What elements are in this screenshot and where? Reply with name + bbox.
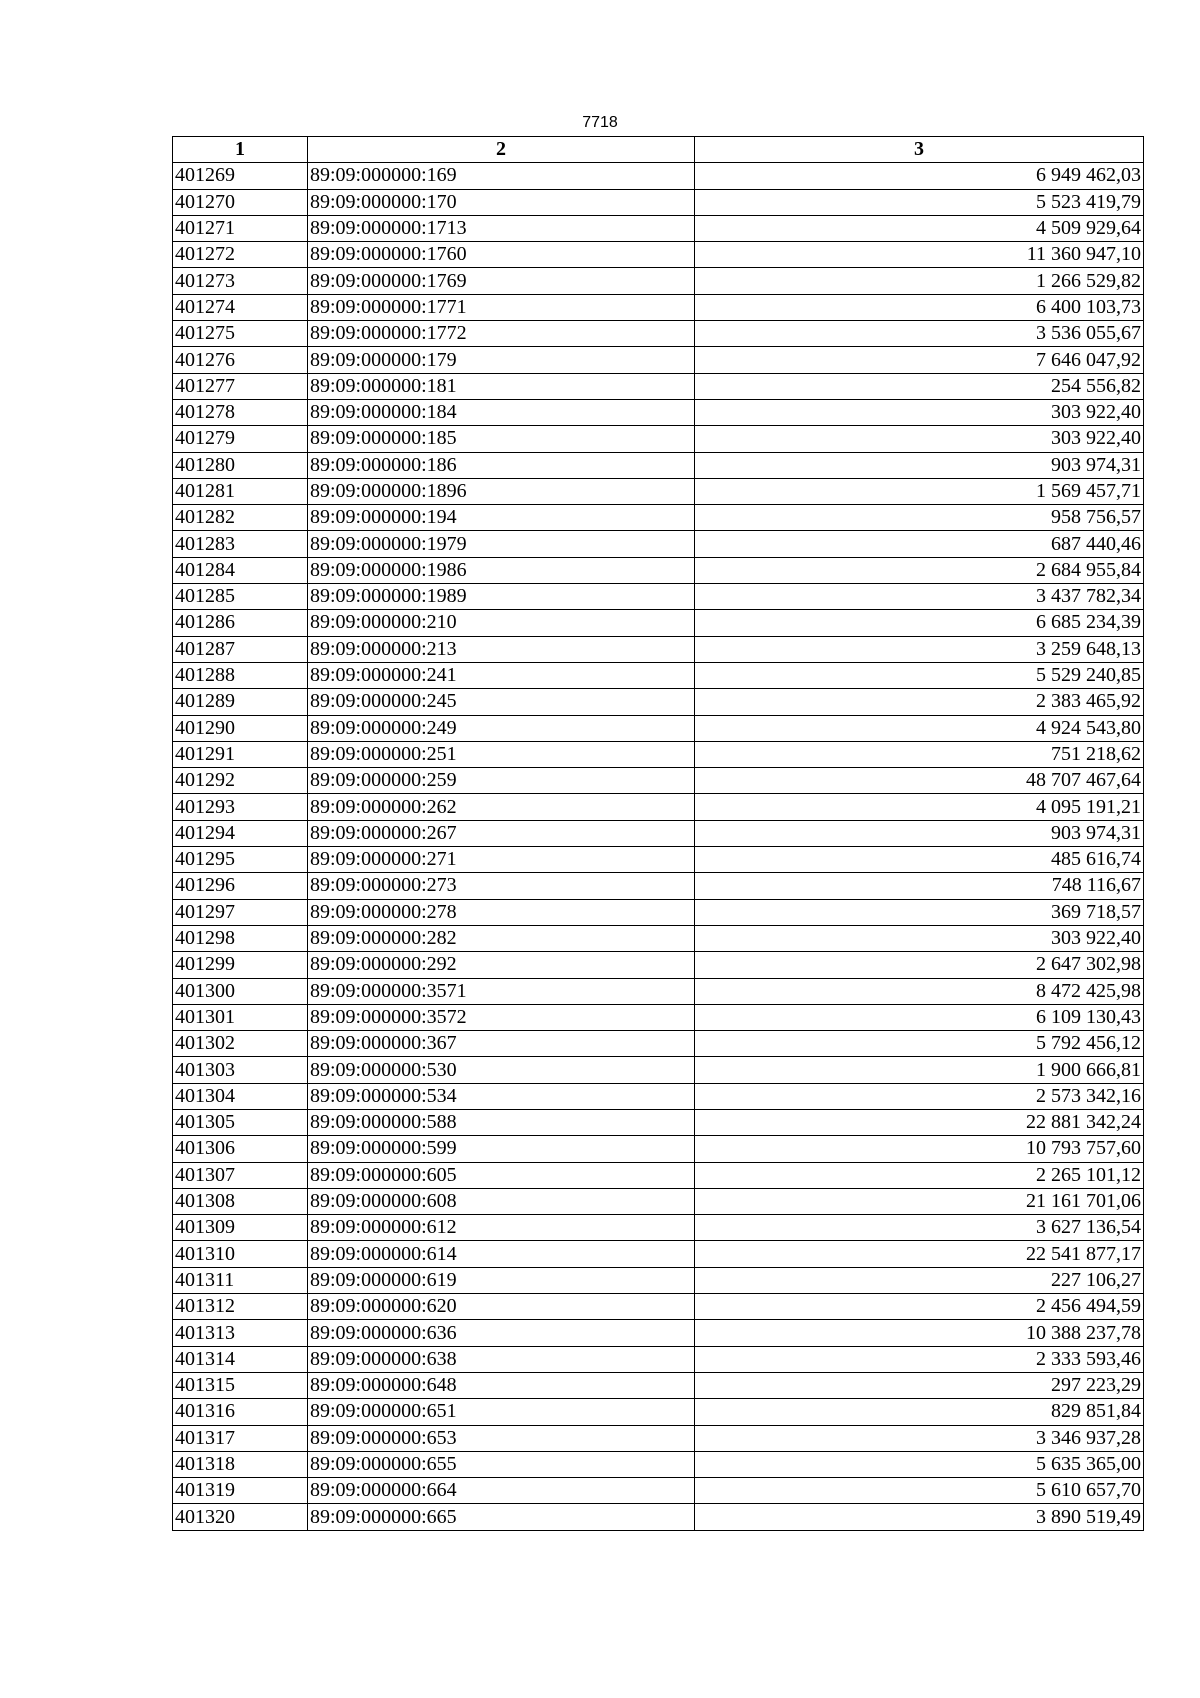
cadastral-number-cell: 89:09:000000:194	[308, 505, 695, 531]
cadastral-number-cell: 89:09:000000:292	[308, 952, 695, 978]
cadastral-number-cell: 89:09:000000:599	[308, 1136, 695, 1162]
table-row	[173, 715, 1144, 741]
cadastral-number-cell: 89:09:000000:278	[308, 899, 695, 925]
cadastral-value-cell: 48 707 467,64	[695, 768, 1144, 794]
row-number-cell: 401298	[173, 925, 308, 951]
row-number-cell: 401289	[173, 689, 308, 715]
cadastral-number-cell: 89:09:000000:1986	[308, 557, 695, 583]
cadastral-value-cell: 10 793 757,60	[695, 1136, 1144, 1162]
table-row	[173, 978, 1144, 1004]
row-number-cell: 401318	[173, 1451, 308, 1477]
cadastral-value-cell: 303 922,40	[695, 399, 1144, 425]
table-row	[173, 820, 1144, 846]
column-header-2: 2	[308, 137, 695, 163]
row-number-cell: 401299	[173, 952, 308, 978]
cadastral-number-cell: 89:09:000000:605	[308, 1162, 695, 1188]
row-number-cell: 401278	[173, 399, 308, 425]
row-number-cell: 401279	[173, 426, 308, 452]
cadastral-number-cell: 89:09:000000:259	[308, 768, 695, 794]
cadastral-value-cell: 5 792 456,12	[695, 1031, 1144, 1057]
table-body	[173, 163, 1144, 1530]
row-number-cell: 401270	[173, 189, 308, 215]
row-number-cell: 401275	[173, 321, 308, 347]
row-number-cell: 401320	[173, 1504, 308, 1530]
cadastral-value-cell: 2 456 494,59	[695, 1294, 1144, 1320]
cadastral-number-cell: 89:09:000000:1760	[308, 242, 695, 268]
row-number-cell: 401308	[173, 1188, 308, 1214]
cadastral-number-cell: 89:09:000000:1771	[308, 294, 695, 320]
cadastral-number-cell: 89:09:000000:1979	[308, 531, 695, 557]
cadastral-value-cell: 2 647 302,98	[695, 952, 1144, 978]
table-row	[173, 426, 1144, 452]
cadastral-number-cell: 89:09:000000:614	[308, 1241, 695, 1267]
cadastral-number-cell: 89:09:000000:262	[308, 794, 695, 820]
cadastral-number-cell: 89:09:000000:1713	[308, 215, 695, 241]
cadastral-number-cell: 89:09:000000:665	[308, 1504, 695, 1530]
row-number-cell: 401283	[173, 531, 308, 557]
table-row	[173, 1162, 1144, 1188]
cadastral-value-cell: 5 635 365,00	[695, 1451, 1144, 1477]
table-row	[173, 321, 1144, 347]
table-row	[173, 373, 1144, 399]
cadastral-value-cell: 903 974,31	[695, 452, 1144, 478]
cadastral-number-cell: 89:09:000000:636	[308, 1320, 695, 1346]
row-number-cell: 401310	[173, 1241, 308, 1267]
cadastral-number-cell: 89:09:000000:249	[308, 715, 695, 741]
cadastral-value-cell: 1 266 529,82	[695, 268, 1144, 294]
table-row	[173, 1451, 1144, 1477]
row-number-cell: 401271	[173, 215, 308, 241]
cadastral-value-cell: 4 924 543,80	[695, 715, 1144, 741]
column-header-3: 3	[695, 137, 1144, 163]
table-row	[173, 1504, 1144, 1530]
table-row	[173, 1346, 1144, 1372]
cadastral-number-cell: 89:09:000000:651	[308, 1399, 695, 1425]
cadastral-value-cell: 6 109 130,43	[695, 1004, 1144, 1030]
table-row	[173, 1320, 1144, 1346]
cadastral-number-cell: 89:09:000000:179	[308, 347, 695, 373]
table-header-row	[173, 137, 1144, 163]
table-row	[173, 873, 1144, 899]
cadastral-number-cell: 89:09:000000:620	[308, 1294, 695, 1320]
row-number-cell: 401296	[173, 873, 308, 899]
cadastral-value-cell: 3 346 937,28	[695, 1425, 1144, 1451]
cadastral-value-cell: 297 223,29	[695, 1372, 1144, 1398]
table-row	[173, 1241, 1144, 1267]
row-number-cell: 401314	[173, 1346, 308, 1372]
table-row	[173, 636, 1144, 662]
table-row	[173, 1478, 1144, 1504]
table-row	[173, 478, 1144, 504]
row-number-cell: 401311	[173, 1267, 308, 1293]
cadastral-value-cell: 5 523 419,79	[695, 189, 1144, 215]
cadastral-value-cell: 11 360 947,10	[695, 242, 1144, 268]
cadastral-number-cell: 89:09:000000:169	[308, 163, 695, 189]
table-row	[173, 189, 1144, 215]
table-row	[173, 399, 1144, 425]
row-number-cell: 401312	[173, 1294, 308, 1320]
cadastral-value-cell: 3 627 136,54	[695, 1215, 1144, 1241]
table-row	[173, 1267, 1144, 1293]
row-number-cell: 401297	[173, 899, 308, 925]
row-number-cell: 401272	[173, 242, 308, 268]
cadastral-number-cell: 89:09:000000:186	[308, 452, 695, 478]
cadastral-value-cell: 4 509 929,64	[695, 215, 1144, 241]
row-number-cell: 401307	[173, 1162, 308, 1188]
cadastral-number-cell: 89:09:000000:534	[308, 1083, 695, 1109]
cadastral-number-cell: 89:09:000000:530	[308, 1057, 695, 1083]
cadastral-number-cell: 89:09:000000:1896	[308, 478, 695, 504]
cadastral-value-cell: 4 095 191,21	[695, 794, 1144, 820]
row-number-cell: 401306	[173, 1136, 308, 1162]
row-number-cell: 401313	[173, 1320, 308, 1346]
table-row	[173, 1188, 1144, 1214]
cadastral-number-cell: 89:09:000000:271	[308, 847, 695, 873]
row-number-cell: 401317	[173, 1425, 308, 1451]
table-row	[173, 768, 1144, 794]
cadastral-number-cell: 89:09:000000:638	[308, 1346, 695, 1372]
cadastral-number-cell: 89:09:000000:170	[308, 189, 695, 215]
cadastral-value-cell: 2 333 593,46	[695, 1346, 1144, 1372]
row-number-cell: 401309	[173, 1215, 308, 1241]
table-row	[173, 952, 1144, 978]
table-row	[173, 347, 1144, 373]
table-row	[173, 610, 1144, 636]
cadastral-value-cell: 3 437 782,34	[695, 584, 1144, 610]
cadastral-value-cell: 8 472 425,98	[695, 978, 1144, 1004]
cadastral-value-cell: 22 541 877,17	[695, 1241, 1144, 1267]
cadastral-number-cell: 89:09:000000:619	[308, 1267, 695, 1293]
table-row	[173, 1057, 1144, 1083]
table-row	[173, 452, 1144, 478]
table-row	[173, 899, 1144, 925]
cadastral-value-cell: 751 218,62	[695, 741, 1144, 767]
row-number-cell: 401300	[173, 978, 308, 1004]
cadastral-value-cell: 2 383 465,92	[695, 689, 1144, 715]
row-number-cell: 401288	[173, 662, 308, 688]
cadastral-value-cell: 254 556,82	[695, 373, 1144, 399]
cadastral-value-cell: 958 756,57	[695, 505, 1144, 531]
cadastral-value-cell: 6 685 234,39	[695, 610, 1144, 636]
row-number-cell: 401316	[173, 1399, 308, 1425]
row-number-cell: 401293	[173, 794, 308, 820]
page-number: 7718	[582, 114, 618, 131]
cadastral-number-cell: 89:09:000000:245	[308, 689, 695, 715]
cadastral-value-cell: 903 974,31	[695, 820, 1144, 846]
cadastral-value-cell: 2 573 342,16	[695, 1083, 1144, 1109]
cadastral-number-cell: 89:09:000000:612	[308, 1215, 695, 1241]
cadastral-value-cell: 2 265 101,12	[695, 1162, 1144, 1188]
row-number-cell: 401303	[173, 1057, 308, 1083]
cadastral-number-cell: 89:09:000000:367	[308, 1031, 695, 1057]
cadastral-value-cell: 6 949 462,03	[695, 163, 1144, 189]
table-row	[173, 1136, 1144, 1162]
table-row	[173, 505, 1144, 531]
table-row	[173, 689, 1144, 715]
row-number-cell: 401284	[173, 557, 308, 583]
cadastral-value-cell: 3 536 055,67	[695, 321, 1144, 347]
row-number-cell: 401295	[173, 847, 308, 873]
row-number-cell: 401282	[173, 505, 308, 531]
row-number-cell: 401281	[173, 478, 308, 504]
cadastral-value-cell: 748 116,67	[695, 873, 1144, 899]
cadastral-value-cell: 6 400 103,73	[695, 294, 1144, 320]
table-row	[173, 662, 1144, 688]
cadastral-number-cell: 89:09:000000:1769	[308, 268, 695, 294]
row-number-cell: 401287	[173, 636, 308, 662]
cadastral-value-cell: 829 851,84	[695, 1399, 1144, 1425]
row-number-cell: 401280	[173, 452, 308, 478]
table-row	[173, 163, 1144, 189]
cadastral-number-cell: 89:09:000000:251	[308, 741, 695, 767]
cadastral-number-cell: 89:09:000000:1989	[308, 584, 695, 610]
row-number-cell: 401319	[173, 1478, 308, 1504]
cadastral-value-cell: 21 161 701,06	[695, 1188, 1144, 1214]
cadastral-number-cell: 89:09:000000:648	[308, 1372, 695, 1398]
table-row	[173, 1109, 1144, 1135]
cadastral-number-cell: 89:09:000000:3571	[308, 978, 695, 1004]
table-row	[173, 557, 1144, 583]
row-number-cell: 401273	[173, 268, 308, 294]
table-row	[173, 741, 1144, 767]
row-number-cell: 401292	[173, 768, 308, 794]
table-row	[173, 215, 1144, 241]
row-number-cell: 401269	[173, 163, 308, 189]
cadastral-number-cell: 89:09:000000:3572	[308, 1004, 695, 1030]
cadastral-value-cell: 5 610 657,70	[695, 1478, 1144, 1504]
table-row	[173, 584, 1144, 610]
cadastral-number-cell: 89:09:000000:1772	[308, 321, 695, 347]
row-number-cell: 401305	[173, 1109, 308, 1135]
cadastral-number-cell: 89:09:000000:655	[308, 1451, 695, 1477]
cadastral-value-cell: 1 900 666,81	[695, 1057, 1144, 1083]
cadastral-value-cell: 3 890 519,49	[695, 1504, 1144, 1530]
cadastral-value-cell: 5 529 240,85	[695, 662, 1144, 688]
row-number-cell: 401286	[173, 610, 308, 636]
table-row	[173, 1399, 1144, 1425]
cadastral-value-cell: 369 718,57	[695, 899, 1144, 925]
cadastral-value-cell: 1 569 457,71	[695, 478, 1144, 504]
cadastral-number-cell: 89:09:000000:273	[308, 873, 695, 899]
table-row	[173, 1294, 1144, 1320]
row-number-cell: 401276	[173, 347, 308, 373]
cadastral-value-cell: 303 922,40	[695, 925, 1144, 951]
cadastral-value-cell: 3 259 648,13	[695, 636, 1144, 662]
cadastral-number-cell: 89:09:000000:185	[308, 426, 695, 452]
cadastral-number-cell: 89:09:000000:282	[308, 925, 695, 951]
row-number-cell: 401302	[173, 1031, 308, 1057]
table-row	[173, 847, 1144, 873]
cadastral-number-cell: 89:09:000000:588	[308, 1109, 695, 1135]
table-row	[173, 294, 1144, 320]
cadastral-value-cell: 2 684 955,84	[695, 557, 1144, 583]
table-row	[173, 794, 1144, 820]
table-row	[173, 1425, 1144, 1451]
row-number-cell: 401274	[173, 294, 308, 320]
cadastral-number-cell: 89:09:000000:664	[308, 1478, 695, 1504]
cadastral-value-cell: 687 440,46	[695, 531, 1144, 557]
cadastral-value-table	[172, 136, 1144, 1531]
cadastral-number-cell: 89:09:000000:653	[308, 1425, 695, 1451]
row-number-cell: 401301	[173, 1004, 308, 1030]
cadastral-value-cell: 485 616,74	[695, 847, 1144, 873]
cadastral-value-cell: 303 922,40	[695, 426, 1144, 452]
cadastral-value-cell: 227 106,27	[695, 1267, 1144, 1293]
cadastral-number-cell: 89:09:000000:181	[308, 373, 695, 399]
cadastral-value-cell: 22 881 342,24	[695, 1109, 1144, 1135]
table-row	[173, 1372, 1144, 1398]
table-row	[173, 242, 1144, 268]
table-row	[173, 1215, 1144, 1241]
row-number-cell: 401277	[173, 373, 308, 399]
row-number-cell: 401304	[173, 1083, 308, 1109]
table-row	[173, 531, 1144, 557]
row-number-cell: 401294	[173, 820, 308, 846]
table-row	[173, 1083, 1144, 1109]
cadastral-number-cell: 89:09:000000:241	[308, 662, 695, 688]
cadastral-number-cell: 89:09:000000:213	[308, 636, 695, 662]
row-number-cell: 401285	[173, 584, 308, 610]
cadastral-number-cell: 89:09:000000:608	[308, 1188, 695, 1214]
cadastral-value-cell: 10 388 237,78	[695, 1320, 1144, 1346]
column-header-1: 1	[173, 137, 308, 163]
row-number-cell: 401315	[173, 1372, 308, 1398]
cadastral-number-cell: 89:09:000000:184	[308, 399, 695, 425]
row-number-cell: 401291	[173, 741, 308, 767]
cadastral-number-cell: 89:09:000000:210	[308, 610, 695, 636]
row-number-cell: 401290	[173, 715, 308, 741]
table-row	[173, 925, 1144, 951]
table-row	[173, 1004, 1144, 1030]
cadastral-number-cell: 89:09:000000:267	[308, 820, 695, 846]
table-row	[173, 1031, 1144, 1057]
cadastral-value-cell: 7 646 047,92	[695, 347, 1144, 373]
table-row	[173, 268, 1144, 294]
